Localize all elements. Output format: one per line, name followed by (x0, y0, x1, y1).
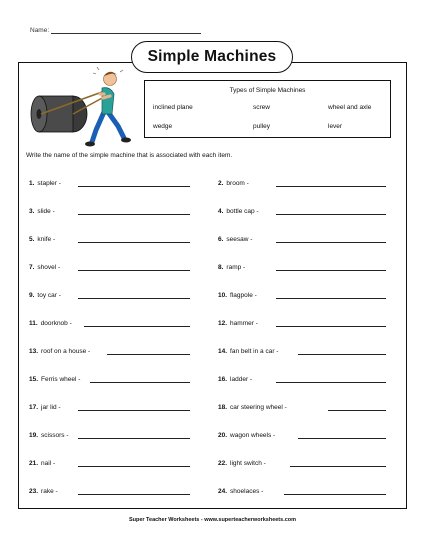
question-number: 7. (29, 264, 35, 271)
question-item: roof on a house - (41, 348, 91, 355)
types-box-title: Types of Simple Machines (229, 87, 306, 94)
question-21 (29, 460, 55, 467)
answer-line[interactable] (78, 236, 190, 243)
question-1 (29, 180, 61, 187)
answer-line[interactable] (290, 460, 386, 467)
question-item: Ferris wheel - (41, 376, 81, 383)
answer-line[interactable] (276, 320, 386, 327)
question-16 (218, 376, 252, 383)
answer-line[interactable] (84, 320, 190, 327)
answer-line[interactable] (298, 348, 386, 355)
answer-line[interactable] (328, 404, 386, 411)
question-item: nail - (41, 460, 56, 467)
type-lever: lever (328, 123, 343, 130)
types-of-simple-machines-box (144, 80, 391, 138)
question-20 (218, 432, 275, 439)
question-number: 13. (29, 348, 39, 355)
answer-line[interactable] (107, 348, 190, 355)
question-number: 2. (218, 180, 224, 187)
name-line[interactable] (51, 27, 201, 34)
question-9 (29, 292, 61, 299)
question-item: flagpole - (230, 292, 257, 299)
answer-line[interactable] (78, 292, 190, 299)
question-13 (29, 348, 90, 355)
page-title: Simple Machines (131, 41, 293, 73)
answer-line[interactable] (78, 208, 190, 215)
question-item: stapler - (37, 180, 61, 187)
question-item: knife - (37, 236, 56, 243)
answer-line[interactable] (284, 488, 386, 495)
type-wedge: wedge (153, 123, 173, 130)
question-17 (29, 404, 61, 411)
question-number: 20. (218, 432, 228, 439)
question-5 (29, 236, 55, 243)
question-number: 8. (218, 264, 224, 271)
question-item: ramp - (226, 264, 246, 271)
question-item: fan belt in a car - (230, 348, 279, 355)
question-item: doorknob - (40, 320, 72, 327)
question-item: rake - (41, 488, 58, 495)
name-field[interactable] (30, 27, 201, 34)
question-item: ladder - (230, 376, 253, 383)
name-label: Name: (30, 27, 50, 34)
type-screw: screw (253, 104, 270, 111)
question-number: 14. (218, 348, 228, 355)
answer-line[interactable] (78, 460, 190, 467)
question-24 (218, 488, 263, 495)
question-number: 10. (218, 292, 228, 299)
question-18 (218, 404, 287, 411)
question-2 (218, 180, 249, 187)
question-number: 19. (29, 432, 39, 439)
question-item: seesaw - (226, 236, 253, 243)
question-number: 21. (29, 460, 39, 467)
question-item: slide - (37, 208, 55, 215)
question-item: scissors - (41, 432, 69, 439)
question-item: bottle cap - (226, 208, 259, 215)
question-number: 6. (218, 236, 224, 243)
question-19 (29, 432, 69, 439)
question-number: 4. (218, 208, 224, 215)
answer-line[interactable] (276, 292, 386, 299)
question-number: 1. (29, 180, 35, 187)
question-number: 12. (218, 320, 228, 327)
question-item: broom - (226, 180, 249, 187)
question-number: 22. (218, 460, 228, 467)
question-12 (218, 320, 258, 327)
question-item: light switch - (230, 460, 266, 467)
answer-line[interactable] (276, 376, 386, 383)
question-7 (29, 264, 60, 271)
type-inclined-plane: inclined plane (153, 104, 193, 111)
question-22 (218, 460, 266, 467)
man-pushing-roller-illustration (26, 64, 138, 150)
answer-line[interactable] (276, 236, 386, 243)
type-pulley: pulley (253, 123, 270, 130)
answer-line[interactable] (298, 432, 386, 439)
answer-line[interactable] (276, 180, 386, 187)
question-item: car steering wheel - (230, 404, 287, 411)
question-number: 16. (218, 376, 228, 383)
type-wheel-and-axle: wheel and axle (328, 104, 372, 111)
footer-credit: Super Teacher Worksheets - www.superteacherworksheets.com (128, 517, 297, 523)
question-number: 17. (29, 404, 39, 411)
question-15 (29, 376, 80, 383)
question-3 (29, 208, 55, 215)
question-23 (29, 488, 58, 495)
question-number: 11. (29, 320, 38, 327)
question-8 (218, 264, 245, 271)
question-number: 18. (218, 404, 228, 411)
question-number: 3. (29, 208, 35, 215)
question-item: shovel - (37, 264, 61, 271)
question-number: 5. (29, 236, 35, 243)
question-6 (218, 236, 252, 243)
question-item: shoelaces - (230, 488, 264, 495)
question-item: jar lid - (41, 404, 61, 411)
question-10 (218, 292, 257, 299)
answer-line[interactable] (78, 432, 190, 439)
question-14 (218, 348, 278, 355)
question-item: toy car - (37, 292, 61, 299)
answer-line[interactable] (90, 376, 190, 383)
question-11 (29, 320, 72, 327)
question-item: hammer - (230, 320, 258, 327)
answer-line[interactable] (78, 180, 190, 187)
answer-line[interactable] (276, 208, 386, 215)
question-item: wagon wheels - (230, 432, 276, 439)
answer-line[interactable] (78, 404, 190, 411)
question-number: 15. (29, 376, 39, 383)
question-4 (218, 208, 259, 215)
answer-line[interactable] (276, 264, 386, 271)
question-number: 23. (29, 488, 39, 495)
question-number: 9. (29, 292, 35, 299)
answer-line[interactable] (78, 488, 190, 495)
question-number: 24. (218, 488, 228, 495)
instructions: Write the name of the simple machine that is associated with each item. (26, 152, 233, 159)
answer-line[interactable] (78, 264, 190, 271)
